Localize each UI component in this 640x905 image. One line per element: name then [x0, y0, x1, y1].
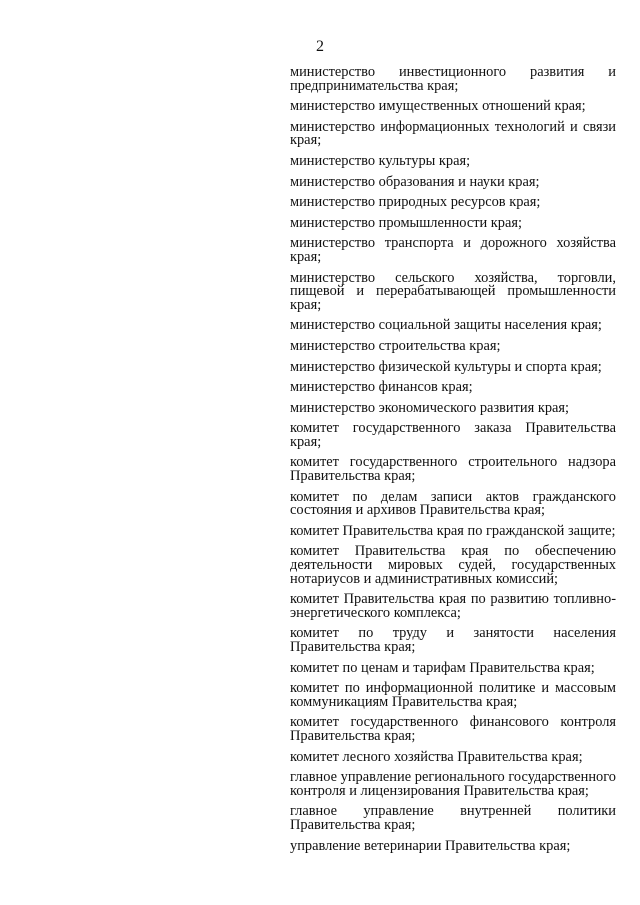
list-item: комитет по труду и занятости населения Правительства края; [290, 625, 616, 655]
list-item: министерство образования и науки края; [290, 173, 540, 190]
list-item: комитет по ценам и тарифам Правительства края; [290, 659, 595, 676]
list-item: министерство природных ресурсов края; [290, 194, 541, 211]
list-item: управление ветеринарии Правительства края; [290, 837, 571, 854]
list-item: министерство транспорта и дорожного хозяйства края; [290, 235, 616, 265]
list-item: комитет лесного хозяйства Правительства края; [290, 748, 583, 765]
list-item: министерство финансов края; [290, 379, 473, 396]
list-item: главное управление регионального государственного контроля и лицензирования Правительства края; [290, 769, 616, 799]
list-item: министерство имущественных отношений края; [290, 98, 586, 115]
list-item: комитет государственного заказа Правительства края; [290, 420, 616, 450]
list-item: главное управление внутренней политики Правительства края; [290, 803, 616, 833]
list-item: комитет по информационной политике и массовым коммуникациям Правительства края; [290, 680, 616, 710]
list-item: комитет Правительства края по развитию топливно-энергетического комплекса; [290, 591, 616, 621]
list-item: комитет государственного финансового контроля Правительства края; [290, 714, 616, 744]
list-item: министерство физической культуры и спорта края; [290, 358, 602, 375]
list-item: министерство промышленности края; [290, 214, 522, 231]
list-item: комитет Правительства края по гражданской защите; [290, 522, 616, 539]
list-item: министерство экономического развития края; [290, 399, 570, 416]
organization-list [290, 66, 616, 860]
list-item: комитет государственного строительного надзора Правительства края; [290, 454, 616, 485]
list-item: министерство строительства края; [290, 337, 501, 354]
list-item: министерство инвестиционного развития и предпринимательства края; [290, 64, 616, 94]
page-number: 2 [316, 38, 324, 55]
list-item: министерство сельского хозяйства, торговли, пищевой и перерабатывающей промышленности края; [290, 269, 616, 313]
list-item: министерство информационных технологий и связи края; [290, 118, 616, 149]
list-item: комитет по делам записи актов гражданского состояния и архивов Правительства края; [290, 488, 616, 519]
list-item: министерство социальной защиты населения края; [290, 317, 602, 334]
list-item: министерство культуры края; [290, 152, 471, 169]
list-item: комитет Правительства края по обеспечению деятельности мировых судей, государственных нотариусов и административных комиссий; [290, 543, 616, 587]
